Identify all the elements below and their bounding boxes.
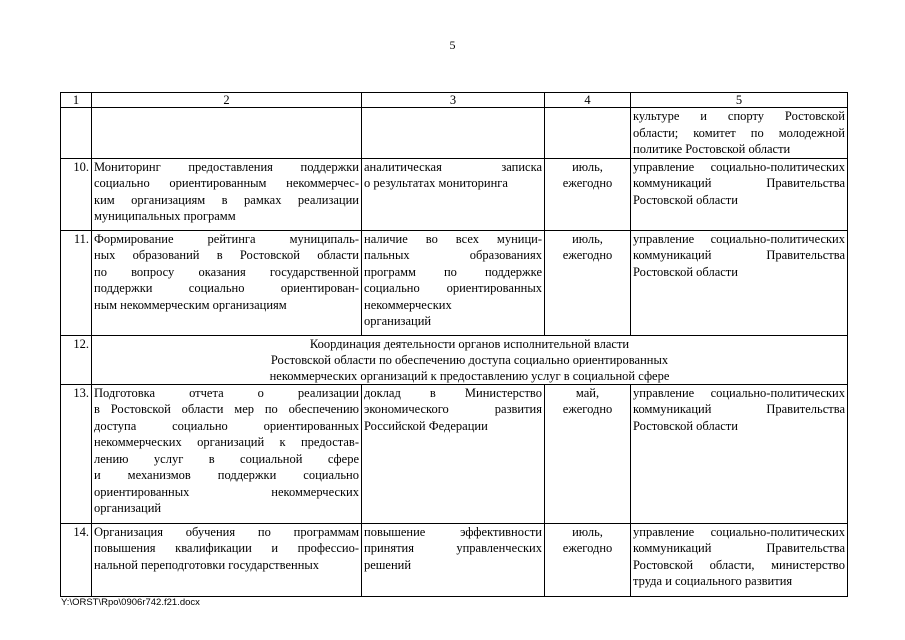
deadline-cell [545, 108, 631, 159]
cell-line: в Ростовской области мер по обеспечению [94, 402, 359, 416]
cell-line: Ростовской области [633, 418, 738, 433]
cell-line: Мониторинг предоставления поддержки [94, 159, 359, 174]
cell-line: коммуникаций Правительства [633, 176, 845, 190]
cell-line: пальных образованиях [364, 248, 542, 262]
cell-line: управление социально-политических [633, 524, 845, 539]
cell-line: Подготовка отчета о реализации [94, 385, 359, 400]
cell-line: ным некоммерческим организациям [94, 297, 287, 312]
cell-line: июль, [572, 524, 603, 539]
responsible-cell [631, 384, 848, 523]
cell-line: ежегодно [562, 541, 613, 555]
responsible-cell [631, 523, 848, 596]
footer-file-path: Y:\ORST\Rpo\0906r742.f21.docx [61, 597, 200, 608]
cell-line: наличие во всех муници- [364, 231, 542, 246]
cell-line: труда и социального развития [633, 574, 793, 588]
cell-line: ежегодно [562, 248, 613, 262]
deadline-cell [545, 230, 631, 335]
table-row [61, 158, 848, 230]
cell-line: экономического развития [364, 402, 542, 416]
cell-line: июль, [572, 159, 603, 174]
cell-line: организаций [364, 314, 432, 328]
cell-line: социально ориентированным некоммерчес- [94, 176, 359, 190]
section-heading-line: Ростовской области по обеспечению доступа социально ориентированных [270, 352, 669, 367]
cell-line: по вопросу оказания государственной [94, 264, 359, 279]
cell-line: управление социально-политических [633, 385, 845, 400]
activity-cell [92, 230, 362, 335]
table-row [61, 384, 848, 523]
cell-line: управление социально-политических [633, 159, 845, 174]
cell-line: организаций [94, 501, 162, 515]
row-number: 12. [61, 335, 92, 384]
header-cell-2: 2 [92, 93, 362, 108]
cell-line: доклад в Министерство [364, 385, 542, 400]
page-number: 5 [449, 38, 456, 52]
row-number: 11. [61, 230, 92, 335]
cell-line: некоммерческих организаций к предостав- [94, 435, 359, 449]
cell-line: культуре и спорту Ростовской [633, 109, 845, 123]
row-number: 10. [61, 158, 92, 230]
cell-line: управление социально-политических [633, 231, 845, 246]
cell-line: Формирование рейтинга муниципаль- [94, 231, 359, 246]
cell-line: нальной переподготовки государственных [94, 557, 320, 572]
cell-line: коммуникаций Правительства [633, 402, 845, 416]
cell-line: Российской Федерации [364, 418, 488, 433]
plan-table [60, 92, 848, 597]
cell-line: ных образований в Ростовской области [94, 248, 359, 262]
result-cell [362, 523, 545, 596]
responsible-cell [631, 230, 848, 335]
cell-line: программ по поддержке [364, 264, 542, 279]
cell-line: ежегодно [562, 402, 613, 416]
row-number [61, 108, 92, 159]
cell-line: некоммерческих [364, 297, 452, 312]
cell-line: области; комитет по молодежной [633, 125, 845, 140]
cell-line: ежегодно [562, 176, 613, 190]
cell-line: повышения квалификации и профессио- [94, 541, 359, 555]
cell-line: лению услуг в социальной сфере [94, 451, 359, 466]
section-heading [92, 335, 848, 384]
section-heading-line: Координация деятельности органов исполнительной власти [309, 336, 630, 351]
header-cell-5: 5 [631, 93, 848, 108]
header-cell-4: 4 [545, 93, 631, 108]
result-cell [362, 158, 545, 230]
responsible-cell [631, 108, 848, 159]
cell-line: июль, [572, 231, 603, 246]
cell-line: решений [364, 557, 412, 572]
activity-cell [92, 108, 362, 159]
cell-line: ориентированных некоммерческих [94, 484, 359, 499]
cell-line: Ростовской области, министерство [633, 557, 845, 572]
result-cell [362, 384, 545, 523]
table-row [61, 523, 848, 596]
table-row [61, 108, 848, 159]
activity-cell [92, 523, 362, 596]
cell-line: доступа социально ориентированных [94, 418, 359, 433]
cell-line: май, [575, 385, 600, 400]
row-number: 13. [61, 384, 92, 523]
responsible-cell [631, 158, 848, 230]
cell-line: Ростовской области [633, 192, 738, 207]
table-row [61, 230, 848, 335]
cell-line: повышение эффективности [364, 524, 542, 539]
section-heading-line: некоммерческих организаций к предоставлению услуг в социальной сфере [269, 368, 670, 383]
header-cell-1: 1 [61, 93, 92, 108]
row-number: 14. [61, 523, 92, 596]
cell-line: принятия управленческих [364, 541, 542, 555]
result-cell [362, 230, 545, 335]
cell-line: социально ориентированных [364, 281, 542, 295]
deadline-cell [545, 158, 631, 230]
cell-line: о результатах мониторинга [364, 176, 508, 190]
cell-line: политике Ростовской области [633, 142, 791, 156]
deadline-cell [545, 523, 631, 596]
table-row [61, 335, 848, 384]
cell-line: аналитическая записка [364, 159, 542, 174]
cell-line: Ростовской области [633, 264, 738, 279]
cell-line: коммуникаций Правительства [633, 541, 845, 555]
cell-line: ким организациям в рамках реализации [94, 192, 359, 207]
cell-line: коммуникаций Правительства [633, 248, 845, 262]
cell-line: муниципальных программ [94, 209, 236, 223]
deadline-cell [545, 384, 631, 523]
result-cell [362, 108, 545, 159]
activity-cell [92, 158, 362, 230]
cell-line: и механизмов поддержки социально [94, 468, 359, 482]
cell-line: поддержки социально ориентирован- [94, 281, 359, 295]
header-cell-3: 3 [362, 93, 545, 108]
cell-line: Организация обучения по программам [94, 524, 359, 539]
header-row [61, 93, 848, 108]
activity-cell [92, 384, 362, 523]
